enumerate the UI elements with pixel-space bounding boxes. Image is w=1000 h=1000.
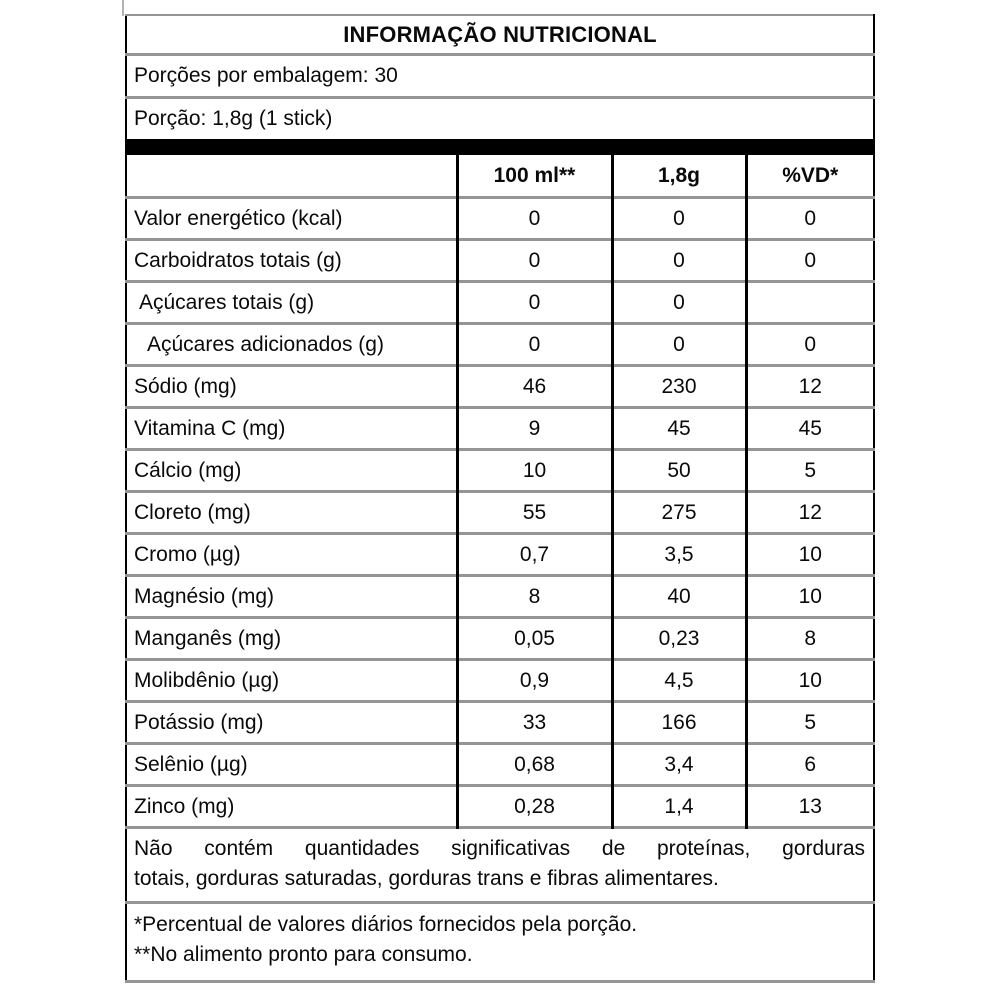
value-per-100ml: 10: [457, 450, 612, 492]
nutrient-label: Zinco (mg): [126, 786, 457, 828]
nutrient-label: Magnésio (mg): [126, 576, 457, 618]
nutrient-label: Potássio (mg): [126, 702, 457, 744]
value-per-portion: 0,23: [612, 618, 746, 660]
column-header-row: [126, 155, 874, 198]
value-per-portion: 166: [612, 702, 746, 744]
page-title: INFORMAÇÃO NUTRICIONAL: [343, 21, 657, 47]
table-row: [126, 450, 874, 492]
table-row: [126, 492, 874, 534]
value-percent-vd: 10: [746, 660, 874, 702]
value-per-portion: 0: [612, 198, 746, 240]
value-per-portion: 275: [612, 492, 746, 534]
no-significant-line-2: totais, gorduras saturadas, gorduras trans e fibras alimentares.: [134, 867, 719, 890]
table-row: [126, 240, 874, 282]
footnotes-text: [126, 903, 874, 982]
portion-row: [126, 98, 874, 140]
value-percent-vd: 10: [746, 576, 874, 618]
value-per-portion: 0: [612, 324, 746, 366]
value-percent-vd: 6: [746, 744, 874, 786]
value-percent-vd: 0: [746, 240, 874, 282]
value-percent-vd: 0: [746, 198, 874, 240]
value-per-100ml: 33: [457, 702, 612, 744]
nutrient-label: Sódio (mg): [126, 366, 457, 408]
title-row: [126, 15, 874, 55]
table-row: [126, 618, 874, 660]
value-per-portion: 1,4: [612, 786, 746, 828]
nutrient-label: Valor energético (kcal): [126, 198, 457, 240]
table-row: [126, 198, 874, 240]
portion-text: Porção: 1,8g (1 stick): [126, 98, 874, 140]
table-row: [126, 282, 874, 324]
value-percent-vd: 5: [746, 702, 874, 744]
nutrient-label: Manganês (mg): [126, 618, 457, 660]
footnote-ready-to-consume: **No alimento pronto para consumo.: [134, 943, 473, 966]
table-row: [126, 744, 874, 786]
divider-bar-row: [126, 139, 874, 155]
value-per-portion: 3,4: [612, 744, 746, 786]
value-percent-vd: 12: [746, 366, 874, 408]
value-per-100ml: 0,28: [457, 786, 612, 828]
table-row: [126, 660, 874, 702]
nutrient-label: Selênio (µg): [126, 744, 457, 786]
nutrient-label: Açúcares totais (g): [126, 282, 457, 324]
value-percent-vd: 8: [746, 618, 874, 660]
nutrient-label: Carboidratos totais (g): [126, 240, 457, 282]
value-per-portion: 4,5: [612, 660, 746, 702]
value-per-100ml: 0,9: [457, 660, 612, 702]
value-per-portion: 0: [612, 240, 746, 282]
value-percent-vd: 13: [746, 786, 874, 828]
value-per-100ml: 0: [457, 198, 612, 240]
no-significant-text: [126, 828, 874, 903]
column-header-100ml: 100 ml**: [457, 155, 612, 198]
value-per-portion: 45: [612, 408, 746, 450]
table-row: [126, 702, 874, 744]
table-row: [126, 534, 874, 576]
value-per-100ml: 46: [457, 366, 612, 408]
column-header-percent-vd: %VD*: [746, 155, 874, 198]
no-significant-row: [126, 828, 874, 903]
servings-per-package-text: Porções por embalagem: 30: [126, 55, 874, 98]
nutrient-label: Vitamina C (mg): [126, 408, 457, 450]
value-per-portion: 50: [612, 450, 746, 492]
value-per-portion: 230: [612, 366, 746, 408]
divider-bar: [126, 139, 874, 155]
value-percent-vd: 10: [746, 534, 874, 576]
footnote-percent-daily-values: *Percentual de valores diários fornecidos pela porção.: [134, 913, 638, 936]
value-per-100ml: 0: [457, 324, 612, 366]
value-per-100ml: 55: [457, 492, 612, 534]
value-per-100ml: 0,05: [457, 618, 612, 660]
nutrient-label: Cromo (µg): [126, 534, 457, 576]
value-per-portion: 0: [612, 282, 746, 324]
servings-row: [126, 55, 874, 98]
table-row: [126, 576, 874, 618]
nutrition-facts-table: [125, 14, 875, 983]
nutrient-label: Molibdênio (µg): [126, 660, 457, 702]
value-per-100ml: 0: [457, 282, 612, 324]
value-per-100ml: 8: [457, 576, 612, 618]
value-per-portion: 3,5: [612, 534, 746, 576]
table-row: [126, 408, 874, 450]
nutrient-label: Cloreto (mg): [126, 492, 457, 534]
nutrient-label: Açúcares adicionados (g): [126, 324, 457, 366]
no-significant-line-1: Não contém quantidades significativas de proteínas, gorduras: [134, 837, 866, 860]
table-row: [126, 366, 874, 408]
value-percent-vd: 12: [746, 492, 874, 534]
value-per-100ml: 0: [457, 240, 612, 282]
value-percent-vd: 0: [746, 324, 874, 366]
column-header-portion: 1,8g: [612, 155, 746, 198]
value-per-100ml: 0,7: [457, 534, 612, 576]
value-per-100ml: 0,68: [457, 744, 612, 786]
value-percent-vd: 5: [746, 450, 874, 492]
value-per-portion: 40: [612, 576, 746, 618]
table-row: [126, 786, 874, 828]
scan-tick-artifact: [122, 0, 124, 16]
nutrient-rows: [126, 198, 874, 828]
value-percent-vd: 45: [746, 408, 874, 450]
footnotes-row: [126, 903, 874, 982]
value-per-100ml: 9: [457, 408, 612, 450]
column-header-empty: [126, 155, 457, 198]
table-row: [126, 324, 874, 366]
value-percent-vd: [746, 282, 874, 324]
nutrient-label: Cálcio (mg): [126, 450, 457, 492]
